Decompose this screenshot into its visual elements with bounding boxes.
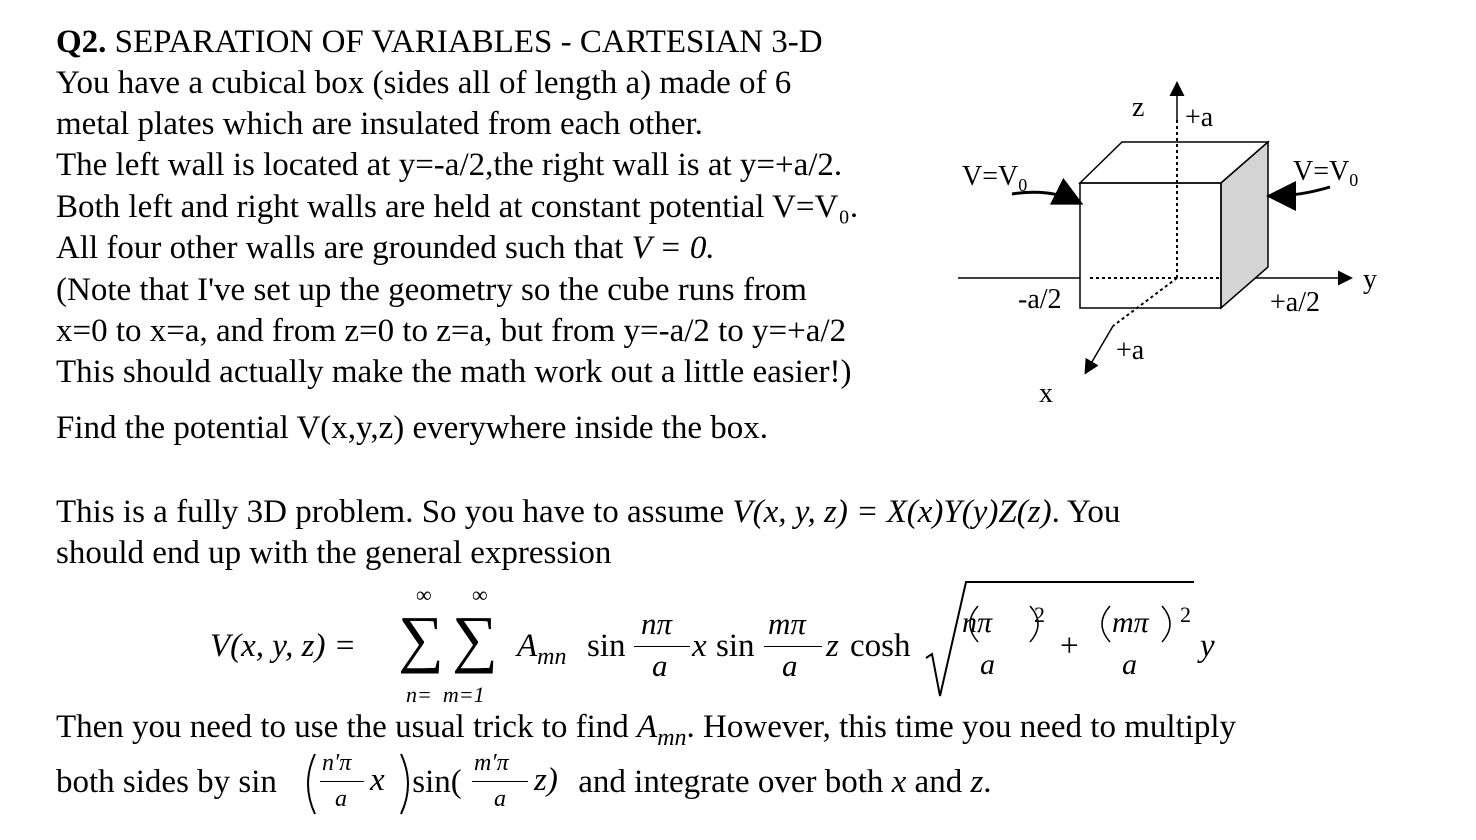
sin-arg-x: x (370, 762, 385, 798)
hint-suffix: . You (1051, 494, 1121, 530)
final-period: . (983, 764, 992, 800)
question-title: SEPARATION OF VARIABLES - CARTESIAN 3-D (114, 24, 823, 60)
integrate-z: z (970, 764, 984, 800)
var-y: y (1200, 628, 1215, 664)
statement-line-1: You have a cubical box (sides all of length a) made of 6 (56, 65, 792, 101)
grounded-math: V = 0. (631, 230, 715, 266)
sin-arg-z: z) (534, 762, 558, 798)
then-coef-sub: mn (657, 725, 687, 751)
sum-upper-n: ∞ (416, 582, 432, 607)
var-z: z (826, 628, 839, 664)
x-axis (1086, 326, 1113, 372)
top-a-label: +a (1185, 102, 1214, 133)
frac-m-prime-bar (472, 781, 528, 782)
both-suffix-group (570, 762, 992, 802)
statement-line-5 (56, 228, 715, 268)
sqrt-exp-1: 2 (1034, 602, 1045, 627)
hint-prefix: This is a fully 3D problem. So you have to assume (56, 494, 733, 530)
frac2-bar (764, 646, 822, 647)
equation-lhs: V(x, y, z) = (210, 628, 356, 664)
right-v-text: V=V (1293, 156, 1350, 187)
integrate-x: x (891, 764, 907, 800)
x-axis-hidden (1113, 278, 1177, 326)
left-v-sub: 0 (1018, 175, 1028, 195)
paren-x-group (301, 750, 411, 820)
statement-line-6: (Note that I've set up the geometry so the cube runs from (56, 272, 807, 308)
then-prefix: Then you need to use the usual trick to find (56, 709, 638, 745)
grounded-text: All four other walls are grounded such that (56, 230, 632, 266)
frac2-denominator: a (782, 648, 798, 683)
frac1-bar (634, 646, 690, 647)
task-line: Find the potential V(x,y,z) everywhere inside the box. (56, 410, 769, 446)
frac1-denominator: a (652, 648, 668, 683)
z-axis-label: z (1132, 92, 1145, 123)
separation-ansatz: V(x, y, z) = X(x)Y(y)Z(z) (732, 494, 1052, 530)
sqrt-frac2-numerator: mπ (1112, 606, 1149, 639)
frac-m-prime-num: m′π (474, 750, 509, 776)
sin-z-label: sin (716, 628, 755, 664)
and-word: and (906, 764, 971, 800)
right-v-sub: 0 (1349, 170, 1359, 190)
cube-front-face (1080, 183, 1221, 308)
statement-line-2: metal plates which are insulated from each other. (56, 106, 703, 142)
statement-line-7: x=0 to x=a, and from z=0 to z=a, but from y=-a/2 to y=+a/2 (56, 313, 847, 349)
front-a-label: +a (1116, 335, 1145, 366)
coefficient-a (517, 628, 567, 670)
then-coef-letter: A (637, 709, 658, 745)
sqrt-exp-2: 2 (1180, 602, 1191, 627)
sum-lower-limits: n= m=1 (406, 682, 485, 707)
cube-right-face (1221, 142, 1268, 308)
then-coef (637, 709, 687, 751)
statement-line-4: Both left and right walls are held at constant potential V=V₀. (56, 189, 859, 225)
both-prefix: both sides by sin (56, 764, 277, 800)
both-middle: sin( (404, 764, 462, 800)
var-x: x (692, 628, 707, 664)
sqrt-frac1-denominator: a (980, 648, 995, 681)
frac-n-prime-bar (320, 781, 364, 782)
sum-n-symbol: ∑ (398, 603, 444, 674)
sqrt-frac2-denominator: a (1122, 648, 1137, 681)
cube-diagram (950, 70, 1390, 410)
then-suffix: . However, this time you need to multiply (686, 709, 1237, 745)
x-axis-label: x (1039, 378, 1053, 409)
frac-m-prime-den: a (494, 786, 506, 812)
sum-upper-m: ∞ (472, 582, 488, 607)
y-axis-label: y (1363, 264, 1377, 295)
right-wall-arrow (1272, 187, 1330, 196)
sqrt-frac1-numerator: nπ (962, 606, 993, 639)
sqrt-plus: + (1060, 628, 1079, 664)
hint-line-1 (56, 492, 1120, 532)
then-line (56, 707, 1236, 750)
question-heading (56, 22, 823, 62)
hint-line-2: should end up with the general expression (56, 535, 612, 571)
coefficient-subscript: mn (537, 644, 567, 670)
frac1-numerator: nπ (641, 606, 673, 641)
left-v-text: V=V (962, 161, 1019, 192)
sin-x-label: sin (587, 628, 626, 664)
right-potential-label (1293, 156, 1358, 190)
sum-m-symbol: ∑ (452, 603, 498, 674)
neg-half-label: -a/2 (1018, 284, 1062, 315)
pos-half-label: +a/2 (1270, 287, 1320, 318)
both-suffix: and integrate over both (570, 764, 892, 800)
statement-line-3: The left wall is located at y=-a/2,the right wall is at y=+a/2. (56, 147, 843, 183)
frac-n-prime-den: a (335, 786, 347, 812)
cosh-label: cosh (850, 628, 911, 664)
frac-n-prime-num: n′π (322, 750, 352, 776)
frac2-numerator: mπ (768, 606, 806, 641)
coefficient-letter: A (517, 628, 538, 664)
question-number: Q2. (56, 24, 107, 60)
statement-line-8: This should actually make the math work out a little easier!) (56, 354, 852, 390)
left-potential-label (962, 161, 1027, 195)
